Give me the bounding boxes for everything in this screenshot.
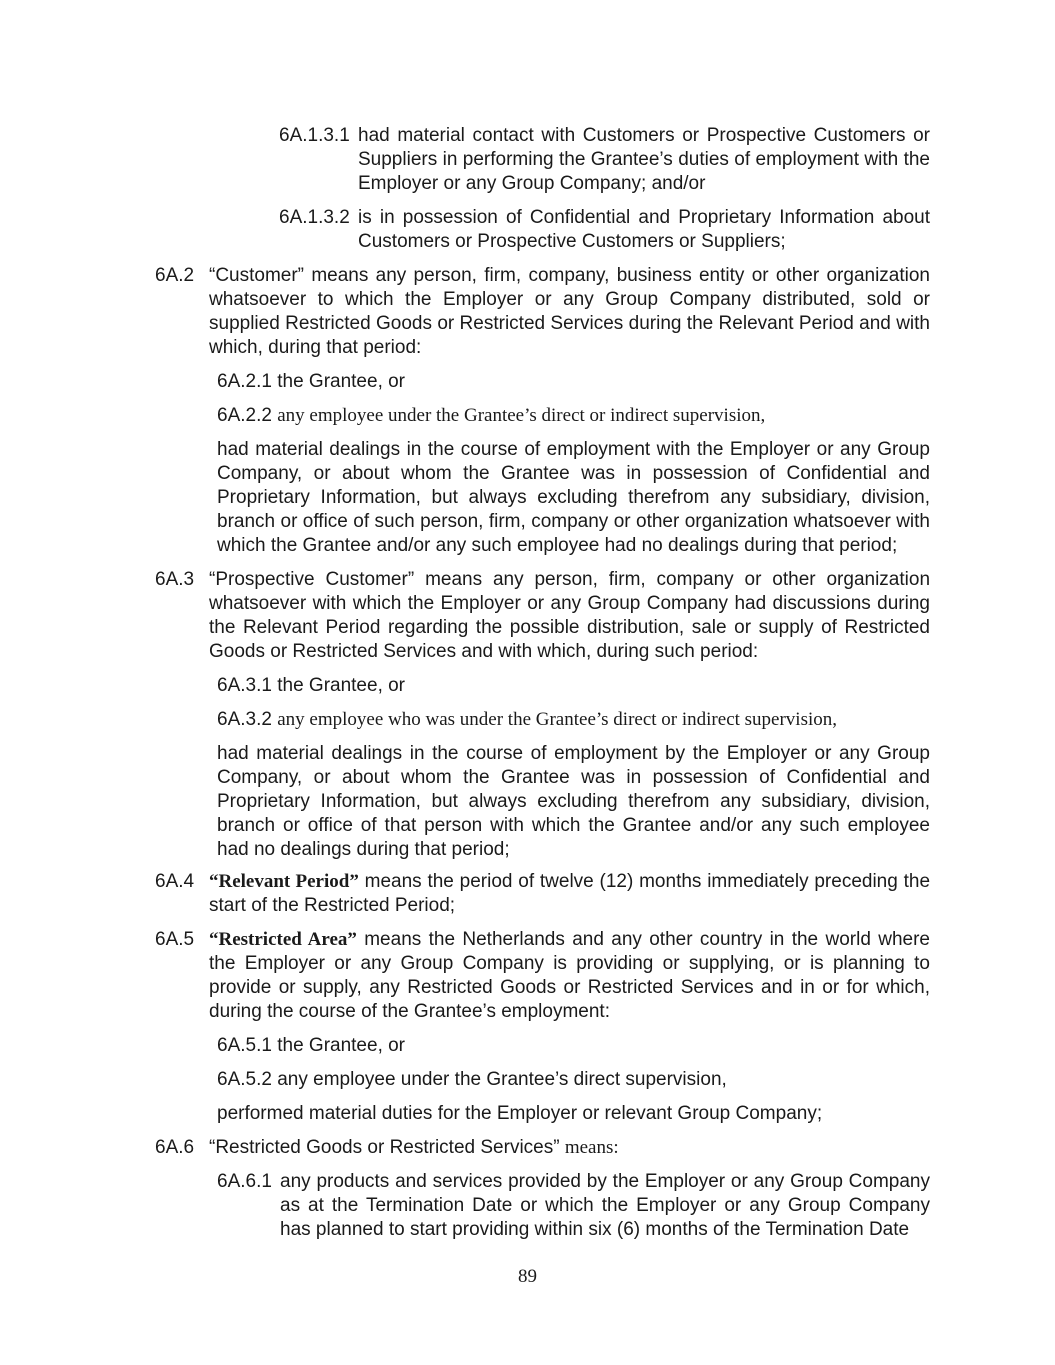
clause-text: the Grantee, or	[277, 675, 406, 696]
clause-text: any employee under the Grantee’s direct or indirect supervision,	[277, 405, 766, 426]
clause-text: means:	[564, 1137, 619, 1158]
clause-text: the Grantee, or	[277, 371, 406, 392]
clause-text: any employee who was under the Grantee’s direct or indirect supervision,	[277, 709, 838, 730]
clause-number: 6A.5.1	[217, 1035, 272, 1056]
clause-6A-1-3-1	[279, 124, 930, 196]
clause-text: any products and services provided by the Employer or any Group Company as at the Termination Date or which the Employer or any Group Company has planned to start providing within six (6) months of the Termination Date	[280, 1171, 930, 1240]
clause-text: performed material duties for the Employer or relevant Group Company;	[217, 1103, 823, 1124]
clause-6A-6	[155, 1136, 930, 1160]
clause-6A-2	[155, 264, 930, 360]
clause-text: means the Netherlands and any other country in the world where the Employer or any Group Company is providing or supplying, or is planning to provide or supply, any Restricted Goods or Restricted Services and in or for which, during the course of the Grantee’s employment:	[209, 929, 930, 1022]
defined-term: “Prospective Customer”	[209, 569, 415, 590]
clause-number: 6A.2.1	[217, 371, 272, 392]
clause-6A-1-3-2	[279, 206, 930, 254]
clause-6A-3-2	[217, 708, 930, 732]
clause-number: 6A.2.2	[217, 405, 272, 426]
clause-number: 6A.3.2	[217, 709, 272, 730]
clause-number: 6A.5	[155, 929, 195, 950]
clause-text: had material dealings in the course of employment with the Employer or any Group Company, or about whom the Grantee was in possession of Confidential and Proprietary Information, but always excluding therefrom any subsidiary, division, branch or office of such person, firm, company or other organization whatsoever with which the Grantee and/or any such employee had no dealings during that period;	[217, 439, 930, 556]
clause-6A-5-1	[217, 1034, 930, 1058]
clause-6A-2-tail	[217, 438, 930, 558]
clause-text: the Grantee, or	[277, 1035, 406, 1056]
clause-number: 6A.6.1	[217, 1171, 272, 1192]
clause-6A-6-1	[217, 1170, 930, 1242]
clause-6A-5-tail	[217, 1102, 930, 1126]
clause-text: any employee under the Grantee’s direct supervision,	[277, 1069, 727, 1090]
clause-text: means the period of twelve (12) months immediately preceding the start of the Restricted Period;	[209, 871, 931, 916]
clause-number: 6A.1.3.2	[279, 207, 350, 228]
clause-text: had material dealings in the course of employment by the Employer or any Group Company, or about whom the Grantee was in possession of Confidential and Proprietary Information, but always excluding therefrom any subsidiary, division, branch or office of that person with which the Grantee and/or any such employee had no dealings during that period;	[217, 743, 930, 860]
clause-6A-3-1	[217, 674, 930, 698]
clause-6A-5	[155, 928, 930, 1024]
clause-6A-4	[155, 870, 931, 918]
clause-6A-2-1	[217, 370, 930, 394]
defined-term: “Restricted Area”	[209, 929, 357, 950]
page-number: 89	[518, 1266, 537, 1287]
clause-number: 6A.3	[155, 569, 195, 590]
clause-text: is in possession of Confidential and Proprietary Information about Customers or Prospective Customers or Suppliers;	[358, 207, 930, 252]
clause-number: 6A.1.3.1	[279, 125, 350, 146]
clause-number: 6A.3.1	[217, 675, 272, 696]
clause-6A-5-2	[217, 1068, 930, 1092]
defined-term: “Customer”	[209, 265, 305, 286]
clause-number: 6A.6	[155, 1137, 195, 1158]
clause-text: means any person, firm, company, business entity or other organization whatsoever to which the Employer or any Group Company distributed, sold or supplied Restricted Goods or Restricted Services during the Relevant Period and with which, during that period:	[209, 265, 930, 358]
clause-number: 6A.5.2	[217, 1069, 272, 1090]
clause-text: had material contact with Customers or Prospective Customers or Suppliers in performing the Grantee’s duties of employment with the Employer or any Group Company; and/or	[358, 125, 930, 194]
clause-text: means any person, firm, company or other organization whatsoever with which the Employer or any Group Company had discussions during the Relevant Period regarding the possible distribution, sale or supply of Restricted Goods or Restricted Services and with which, during such period:	[209, 569, 931, 662]
clause-number: 6A.4	[155, 871, 195, 892]
defined-term: “Restricted Goods or Restricted Services”	[209, 1137, 560, 1158]
defined-term: “Relevant Period”	[209, 871, 359, 892]
clause-6A-3	[155, 568, 931, 664]
clause-number: 6A.2	[155, 265, 195, 286]
clause-6A-2-2	[217, 404, 930, 428]
clause-6A-3-tail	[217, 742, 930, 862]
